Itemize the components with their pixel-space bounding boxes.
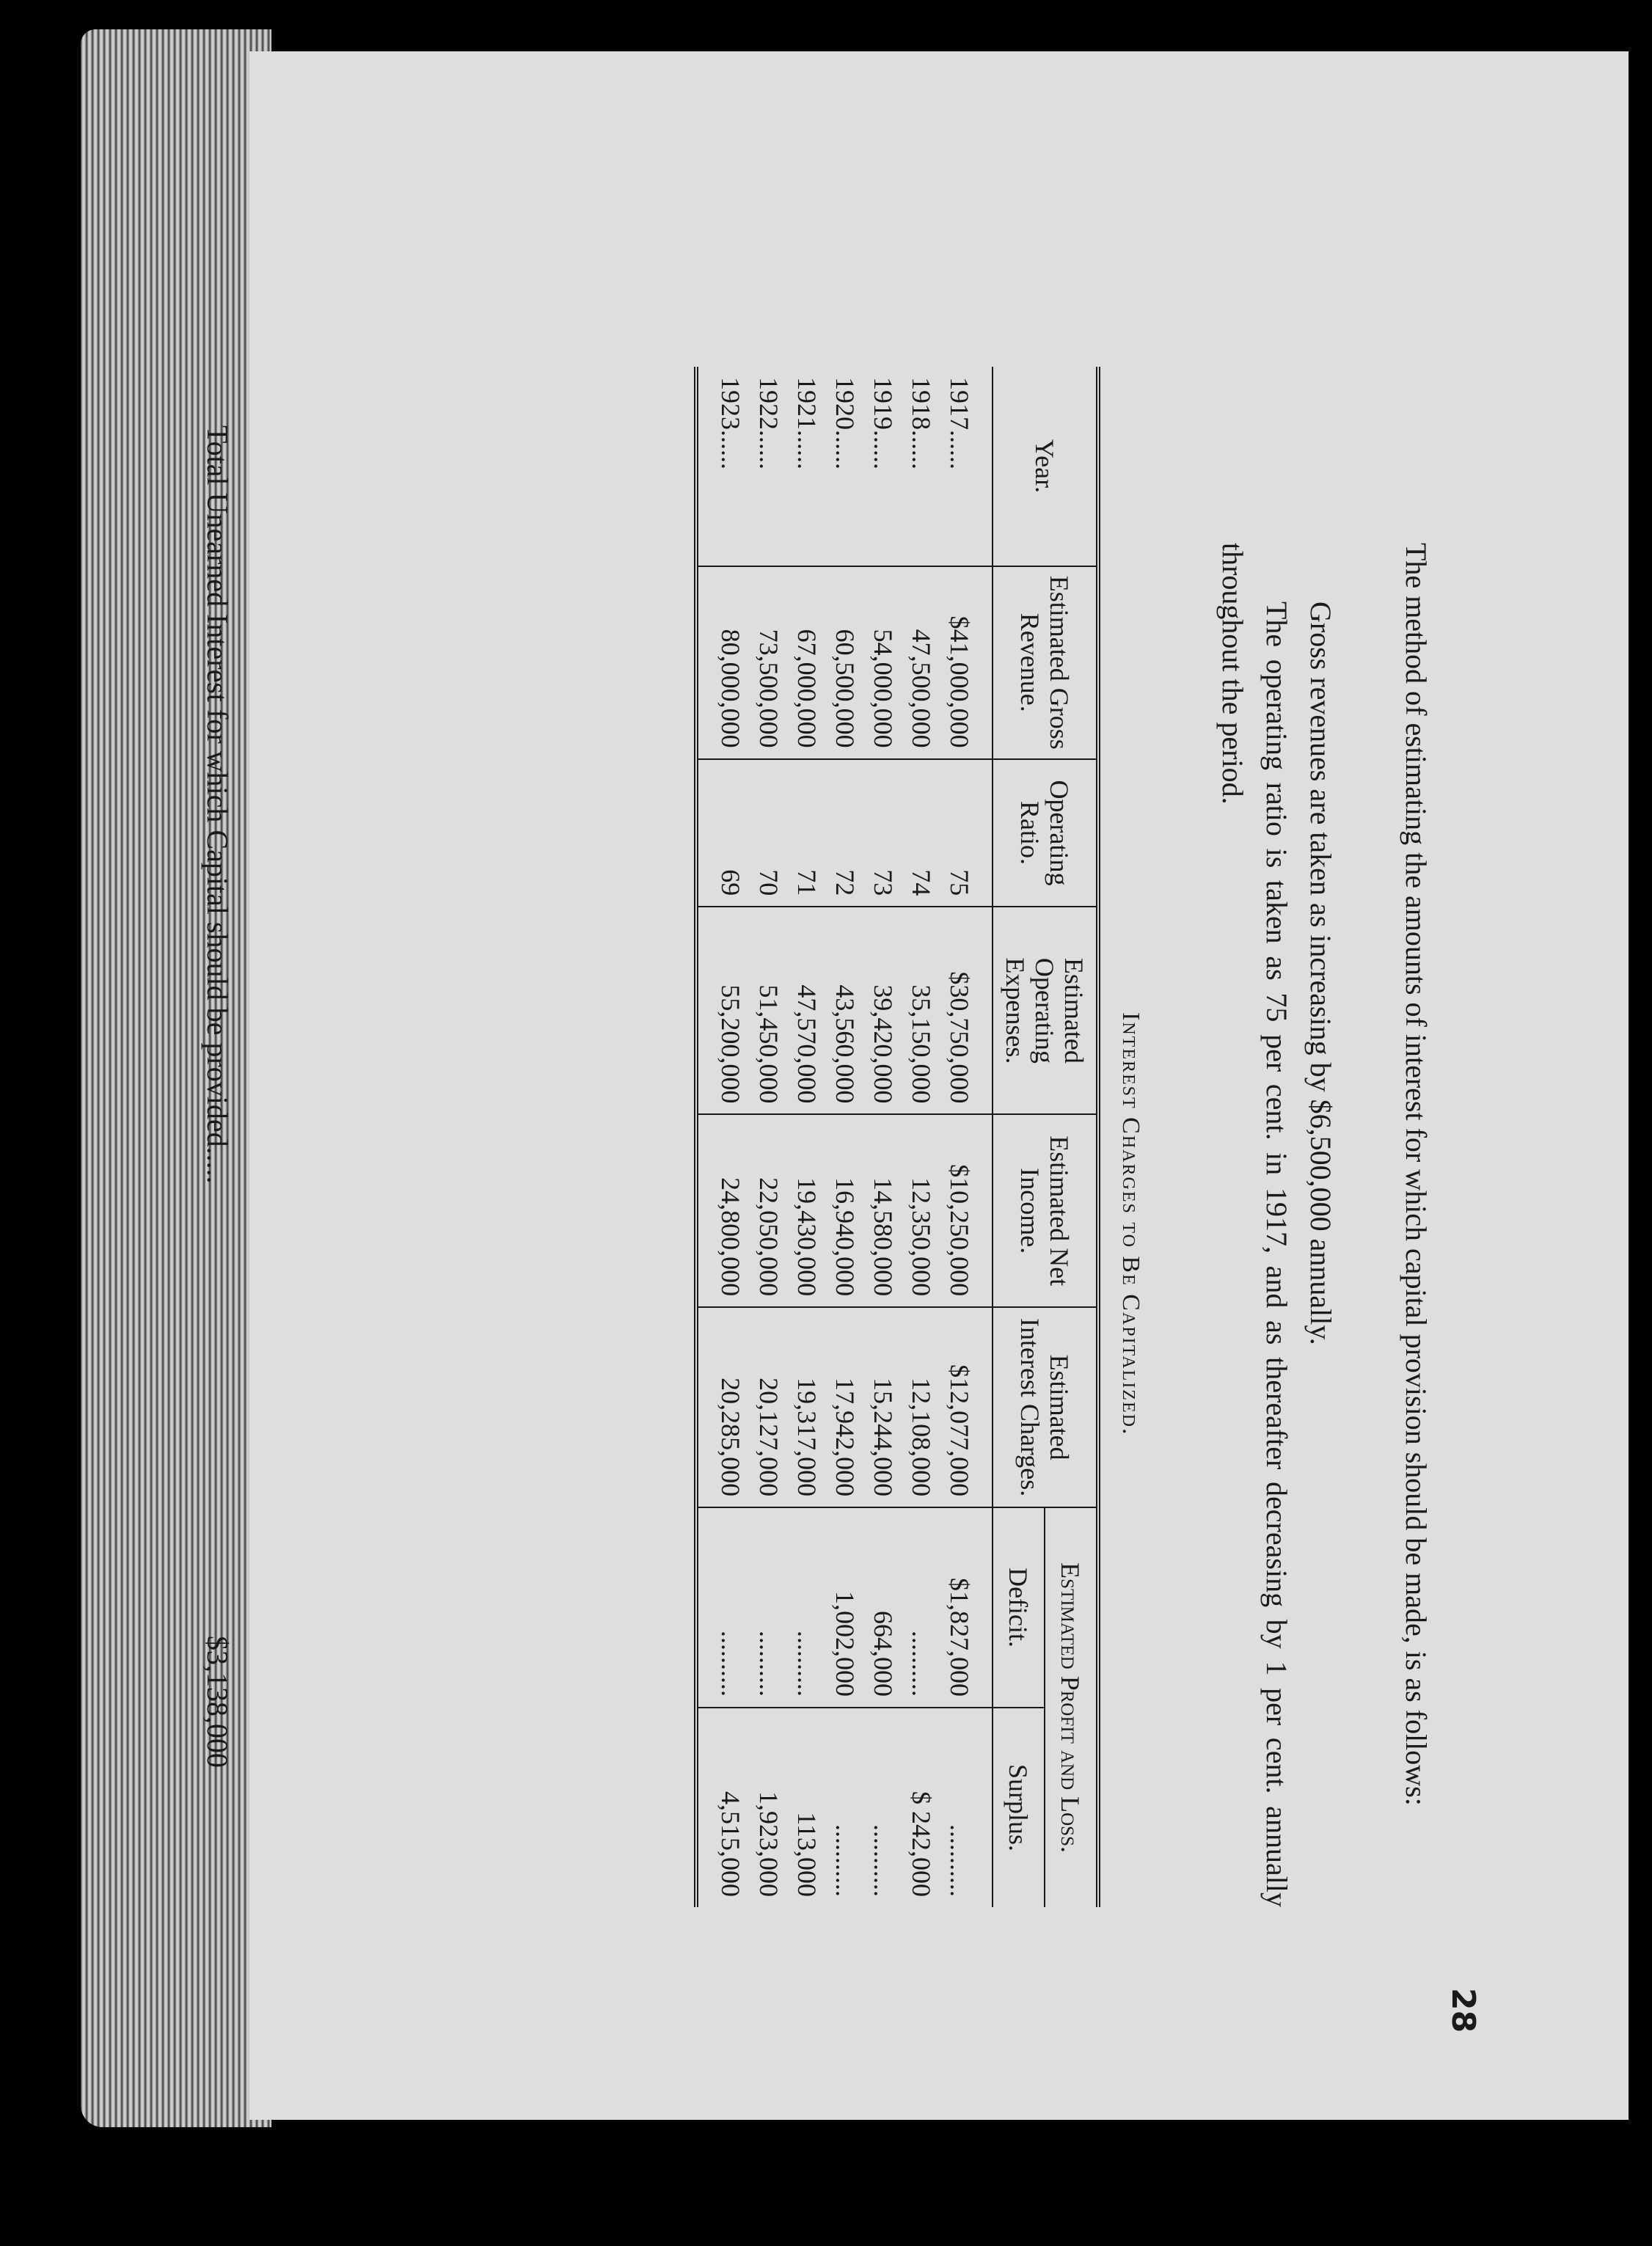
cell-gross: 54,000,000 (864, 566, 902, 759)
cell-gross: 67,000,000 (788, 566, 826, 759)
cell-interest: $12,077,000 (940, 1307, 993, 1507)
cell-gross: $41,000,000 (940, 566, 993, 759)
cell-expenses: 43,560,000 (826, 907, 864, 1114)
header-operating-expenses: Estimated Operating Expenses. (993, 907, 1098, 1114)
cell-interest: 20,127,000 (750, 1307, 788, 1507)
header-interest-charges: Estimated Interest Charges. (993, 1307, 1098, 1507)
cell-expenses: 47,570,000 (788, 907, 826, 1114)
total-unearned-interest (200, 425, 235, 1768)
cell-year: 1922...... (750, 367, 788, 566)
cell-surplus: ........... (869, 1824, 898, 1897)
header-deficit: Deficit. (993, 1507, 1045, 1708)
cell-year: 1920...... (826, 367, 864, 566)
rotated-page-content (139, 161, 1496, 2054)
cell-expenses: 39,420,000 (864, 907, 902, 1114)
cell-deficit: .......... (902, 1507, 940, 1708)
cell-ratio: 72 (826, 759, 864, 907)
cell-net: 19,430,000 (788, 1114, 826, 1307)
cell-deficit: .......... (750, 1507, 788, 1708)
cell-interest: 19,317,000 (788, 1307, 826, 1507)
header-surplus: Surplus. (993, 1708, 1045, 1907)
cell-expenses: 55,200,000 (696, 907, 750, 1114)
cell-net: 14,580,000 (864, 1114, 902, 1307)
table-row (940, 367, 993, 1907)
cell-year: 1918...... (902, 367, 940, 566)
cell-surplus: ........... (945, 1824, 974, 1897)
interest-charges-table (694, 367, 1100, 1907)
cell-ratio: 71 (788, 759, 826, 907)
cell-expenses: $30,750,000 (940, 907, 993, 1114)
table-caption: Interest Charges to Be Capitalized. (1117, 1012, 1144, 1436)
total-amount: $3,138,000 (201, 1636, 234, 1768)
header-year: Year. (993, 367, 1098, 566)
cell-year: 1917...... (940, 367, 993, 566)
cell-ratio: 74 (902, 759, 940, 907)
cell-gross: 73,500,000 (750, 566, 788, 759)
cell-net: 22,050,000 (750, 1114, 788, 1307)
cell-deficit: .......... (696, 1507, 750, 1708)
cell-year: 1921...... (788, 367, 826, 566)
cell-net: $10,250,000 (940, 1114, 993, 1307)
cell-ratio: 75 (940, 759, 993, 907)
cell-interest: 20,285,000 (696, 1307, 750, 1507)
cell-gross: 47,500,000 (902, 566, 940, 759)
operating-ratio-paragraph: The operating ratio is taken as 75 per cent. in 1917, and as thereafter decreasing by 1 per cent. annually throughout the period. (1216, 543, 1293, 1907)
cell-surplus: 113,000 (792, 1812, 822, 1897)
table-row (696, 367, 750, 1907)
cell-interest: 17,942,000 (826, 1307, 864, 1507)
header-gross-revenue: Estimated Gross Revenue. (993, 566, 1098, 759)
cell-year: 1923...... (696, 367, 750, 566)
cell-deficit: 1,002,000 (826, 1507, 864, 1708)
cell-net: 12,350,000 (902, 1114, 940, 1307)
cell-ratio: 70 (750, 759, 788, 907)
table-row (750, 367, 788, 1907)
table-row (788, 367, 826, 1907)
cell-ratio: 73 (864, 759, 902, 907)
cell-surplus: 1,923,000 (754, 1791, 783, 1897)
cell-surplus: ........... (830, 1824, 860, 1897)
cell-deficit: $1,827,000 (940, 1507, 993, 1708)
gross-revenue-paragraph: Gross revenues are taken as increasing by $6,500,000 annually. (1304, 601, 1337, 1345)
table-row (826, 367, 864, 1907)
header-net-income: Estimated Net Income. (993, 1114, 1098, 1307)
cell-net: 16,940,000 (826, 1114, 864, 1307)
cell-interest: 12,108,000 (902, 1307, 940, 1507)
cell-ratio: 69 (696, 759, 750, 907)
cell-deficit: 664,000 (864, 1507, 902, 1708)
cell-surplus: $ 242,000 (907, 1791, 936, 1897)
total-label: Total Unearned Interest for which Capital should be provided..... (201, 425, 234, 1184)
table-row (902, 367, 940, 1907)
header-operating-ratio: Operating Ratio. (993, 759, 1098, 907)
intro-paragraph: The method of estimating the amounts of interest for which capital provision should be made, is as follows: (1400, 543, 1433, 1806)
cell-interest: 15,244,000 (864, 1307, 902, 1507)
cell-gross: 80,000,000 (696, 566, 750, 759)
cell-deficit: .......... (788, 1507, 826, 1708)
cell-net: 24,800,000 (696, 1114, 750, 1307)
header-profit-and-loss: Estimated Profit and Loss. (1045, 1507, 1098, 1907)
cell-year: 1919...... (864, 367, 902, 566)
page-number: 28 (1444, 1988, 1482, 2033)
table-row (864, 367, 902, 1907)
cell-expenses: 35,150,000 (902, 907, 940, 1114)
cell-gross: 60,500,000 (826, 566, 864, 759)
cell-surplus: 4,515,000 (716, 1791, 745, 1897)
cell-expenses: 51,450,000 (750, 907, 788, 1114)
